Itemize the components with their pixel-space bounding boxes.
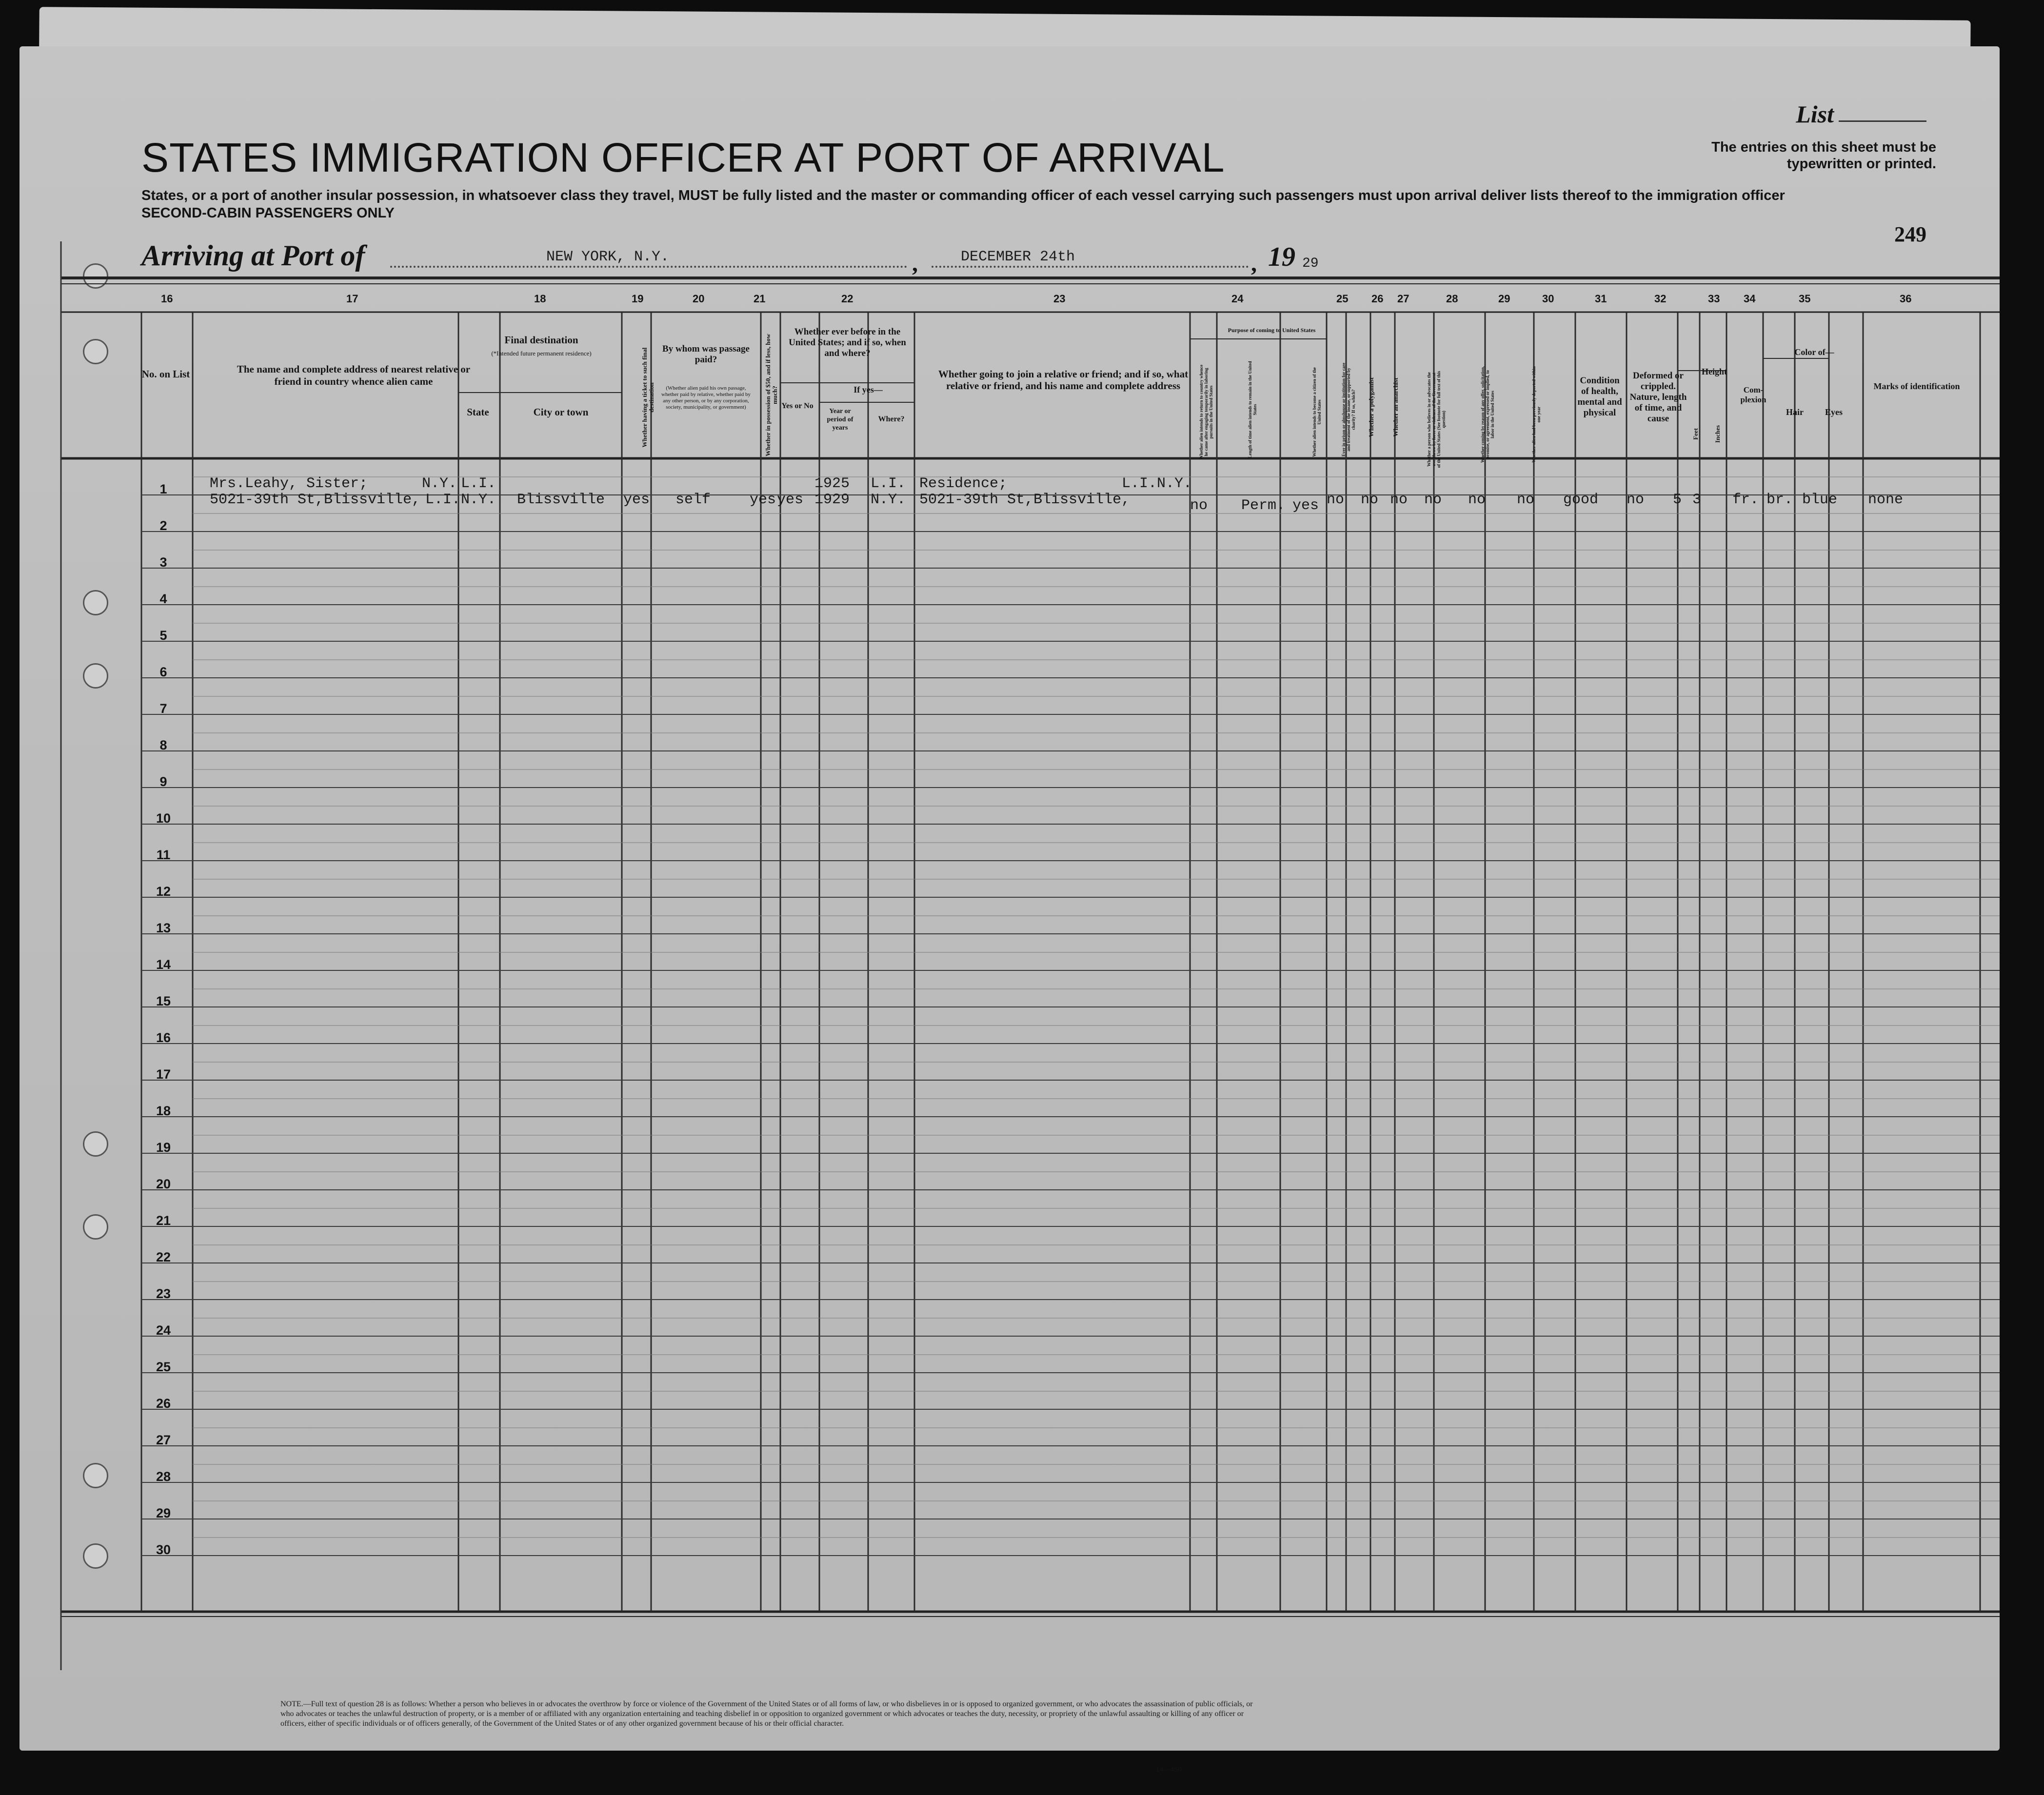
col-24-num: 24 — [1231, 293, 1244, 305]
header-by-whom-paid: By whom was passage paid? — [662, 344, 750, 365]
row-number: 26 — [156, 1396, 171, 1411]
col-34-num: 34 — [1744, 293, 1756, 305]
row-number: 20 — [156, 1177, 171, 1191]
row-number: 24 — [156, 1323, 171, 1338]
header-yes-or-no: Yes or No — [781, 402, 814, 410]
col-27-num: 27 — [1397, 293, 1409, 305]
destination-state-1: L.I. — [461, 475, 496, 492]
join-state: L.I.N.Y. — [1122, 475, 1192, 492]
col-20-num: 20 — [693, 293, 705, 305]
col-25-num: 25 — [1336, 293, 1349, 305]
paid-by-value: self — [675, 492, 711, 508]
year-2: 1929 — [814, 492, 850, 508]
row-number: 22 — [156, 1250, 171, 1264]
col-33-num: 33 — [1708, 293, 1720, 305]
row-number: 1 — [159, 482, 167, 496]
relative-line-1: Mrs.Leahy, Sister; — [210, 475, 368, 492]
header-city-or-town: City or town — [533, 406, 589, 418]
col-28-num: 28 — [1446, 293, 1458, 305]
header-join-relative: Whether going to join a relative or friend; and if so, what relative or friend, and his name and complete address — [938, 368, 1189, 392]
subtitle-class: SECOND-CABIN PASSENGERS ONLY — [141, 205, 395, 221]
port-value: NEW YORK, N.Y. — [546, 249, 670, 265]
row-number: 27 — [156, 1433, 171, 1447]
row-number: 28 — [156, 1469, 171, 1484]
anarchist-value: no — [1390, 492, 1408, 508]
col-32-num: 32 — [1654, 293, 1667, 305]
row-number: 10 — [156, 811, 171, 826]
row-number: 4 — [159, 592, 167, 606]
row-number: 17 — [156, 1067, 171, 1082]
footnote: NOTE.—Full text of question 28 is as follows: Whether a person who believes in or advocates the overthrow by force or violence of the Government of the United States or of all forms of law, or who disbelieves in or is opposed to organized government, or who advocates the assassination of public officials, or who advocates or teaches the unlawful destruction of property, or is a member of or affiliated with any organization entertaining and teaching disbelief in or opposition to organized government or which advocates or teaches the duty, necessity, or propriety of the unlawful assaulting or killing of any officer or officers, either of specific individuals or of officers generally, of the Government of the United States or of any other organized government because of his or their official character. — [280, 1700, 1253, 1728]
header-purpose-c: Whether alien intends to become a citizen of the United States — [1312, 367, 1322, 457]
q28-value: no — [1424, 492, 1442, 508]
header-final-destination-note: (*Intended future permanent residence) — [491, 350, 592, 357]
header-final-destination: Final destination — [504, 334, 578, 346]
header-anarchist: Whether an anarchist — [1392, 377, 1399, 437]
row-number: 21 — [156, 1213, 171, 1228]
header-ever-before: Whether ever before in the United States; and if so, when and where? — [789, 327, 906, 358]
row-number: 9 — [159, 774, 167, 789]
header-inches: Inches — [1714, 425, 1721, 443]
col-30-num: 30 — [1542, 293, 1554, 305]
header-marks: Marks of identification — [1873, 381, 1960, 391]
row-number: 11 — [156, 848, 171, 862]
col-26-num: 26 — [1371, 293, 1384, 305]
col-36-num: 36 — [1900, 293, 1912, 305]
header-where: Where? — [878, 415, 905, 423]
polygamist-value: no — [1361, 492, 1379, 508]
row-number: 7 — [159, 701, 167, 716]
header-purpose-b: Length of time alien intends to remain in the United States — [1248, 361, 1257, 458]
comma-2: , — [1251, 251, 1257, 276]
form-grid-lines — [20, 46, 2000, 1751]
col-18-num: 18 — [534, 293, 546, 305]
header-q28: Whether a person who believes in or advocates the overthrow by force or violence of the Government of the United States (See footnote for full text of this question) — [1427, 371, 1446, 468]
header-nearest-relative: The name and complete address of nearest relative or friend in country whence alien came — [237, 363, 471, 387]
row-number: 3 — [159, 555, 167, 570]
purpose-c-value: yes — [1292, 497, 1319, 514]
row-number: 14 — [156, 957, 171, 972]
list-label: List — [1796, 100, 1834, 128]
header-by-whom-paid-note: (Whether alien paid his own passage, whether paid by relative, whether paid by any other person, or by any corporation, society, municipality, or government) — [661, 385, 751, 410]
join-line-1: Residence; — [919, 475, 1008, 492]
subtitle-instructions: States, or a port of another insular possession, in whatsoever class they travel, MUST be fully listed and the master or commanding officer of each vessel carrying such passengers must upon arrival deliver lists thereof to the immigration officer — [141, 188, 1785, 203]
header-ticket: Whether having a ticket to such final destination — [641, 347, 655, 448]
year-suffix: 29 — [1302, 256, 1319, 271]
join-line-2: 5021-39th St,Blissville, — [919, 492, 1131, 508]
header-hair: Hair — [1786, 407, 1804, 417]
col-19-num: 19 — [632, 293, 644, 305]
header-state: State — [467, 406, 489, 418]
row-number: 12 — [156, 884, 171, 899]
header-height: Height — [1702, 367, 1727, 376]
row-number: 15 — [156, 994, 171, 1008]
row-number: 30 — [156, 1542, 171, 1557]
header-purpose-a: Whether alien intends to return to country whence he came after engaging temporarily in laboring pursuits in the United States — [1199, 364, 1213, 460]
col-22-num: 22 — [841, 293, 853, 305]
relative-state-1: N.Y. — [422, 475, 457, 492]
header-eyes: Eyes — [1825, 407, 1843, 417]
feet-value: 5 — [1673, 492, 1682, 508]
col-23-num: 23 — [1053, 293, 1066, 305]
health-value: good — [1563, 492, 1599, 508]
row-number: 2 — [159, 518, 167, 533]
inches-value: 3 — [1692, 492, 1702, 508]
header-q29: Whether coming by reason of any offer, solicitation, promise, or agreement, expressed or implied, to labor in the United States — [1480, 366, 1495, 463]
year-1: 1925 — [814, 475, 850, 492]
row-number: 19 — [156, 1140, 171, 1155]
header-feet: Feet — [1692, 428, 1699, 440]
header-year-or-period: Year or period of years — [827, 408, 853, 432]
header-health: Condition of health, mental and physical — [1577, 375, 1622, 418]
destination-city: Blissville — [517, 492, 605, 508]
header-prison: Ever in prison or almshouse or institution for care and treatment of the insane, or supported by charity? If so, which? — [1341, 362, 1356, 457]
possession-50-value: yes — [750, 492, 776, 508]
header-polygamist: Whether a polygamist — [1368, 377, 1375, 437]
header-complexion: Com- plexion — [1740, 385, 1766, 404]
relative-state-2: L.I. — [425, 492, 461, 508]
col-21-num: 21 — [754, 293, 766, 305]
year-prefix: 19 — [1268, 242, 1295, 272]
header-q30: Whether alien had been previously deported within one year — [1531, 366, 1541, 463]
header-no-on-list: No. on List — [141, 368, 190, 380]
col-31-num: 31 — [1595, 293, 1607, 305]
arriving-label: Arriving at Port of — [141, 239, 365, 272]
form-number: 14—450 — [1156, 1765, 1182, 1773]
ever-before-value: yes — [777, 492, 804, 508]
col-35-num: 35 — [1799, 293, 1811, 305]
complexion-value: fr. — [1732, 492, 1759, 508]
eyes-value: blue — [1802, 492, 1838, 508]
comma: , — [912, 251, 918, 276]
header-if-yes: If yes— — [853, 385, 883, 395]
destination-state-2: N.Y. — [461, 492, 496, 508]
prison-value: no — [1327, 492, 1345, 508]
q30-value: no — [1517, 492, 1535, 508]
row-number: 5 — [159, 628, 167, 643]
purpose-a-value: no — [1190, 497, 1208, 514]
relative-line-2: 5021-39th St,Blissville, — [210, 492, 421, 508]
marks-value: none — [1868, 492, 1904, 508]
deformed-value: no — [1627, 492, 1645, 508]
manifest-sheet — [20, 46, 2000, 1773]
col-16-num: 16 — [161, 293, 173, 305]
purpose-b-value: Perm. — [1241, 497, 1286, 514]
hair-value: br. — [1766, 492, 1793, 508]
header-possession-50: Whether in possession of $50, and if less, how much? — [764, 334, 778, 456]
ticket-value: yes — [623, 492, 650, 508]
row-number: 8 — [159, 738, 167, 752]
header-deformed: Deformed or crippled. Nature, length of time, and cause — [1629, 371, 1687, 424]
page-title: STATES IMMIGRATION OFFICER AT PORT OF ARRIVAL — [141, 135, 1225, 180]
row-number: 6 — [159, 665, 167, 679]
row-number: 13 — [156, 921, 171, 935]
where-1: L.I. — [871, 475, 906, 492]
header-color-of: Color of— — [1794, 347, 1834, 357]
row-number: 16 — [156, 1030, 171, 1045]
col-17-num: 17 — [346, 293, 358, 305]
entries-note: The entries on this sheet must be typewritten or printed. — [1711, 139, 1936, 172]
row-number: 18 — [156, 1104, 171, 1118]
row-number: 29 — [156, 1506, 171, 1520]
header-purpose: Purpose of coming to United States — [1228, 327, 1316, 334]
row-number: 23 — [156, 1286, 171, 1301]
row-number: 25 — [156, 1360, 171, 1374]
col-29-num: 29 — [1498, 293, 1510, 305]
where-2: N.Y. — [871, 492, 906, 508]
page-number: 249 — [1894, 222, 1926, 246]
date-value: DECEMBER 24th — [961, 249, 1075, 265]
q29-value: no — [1468, 492, 1486, 508]
